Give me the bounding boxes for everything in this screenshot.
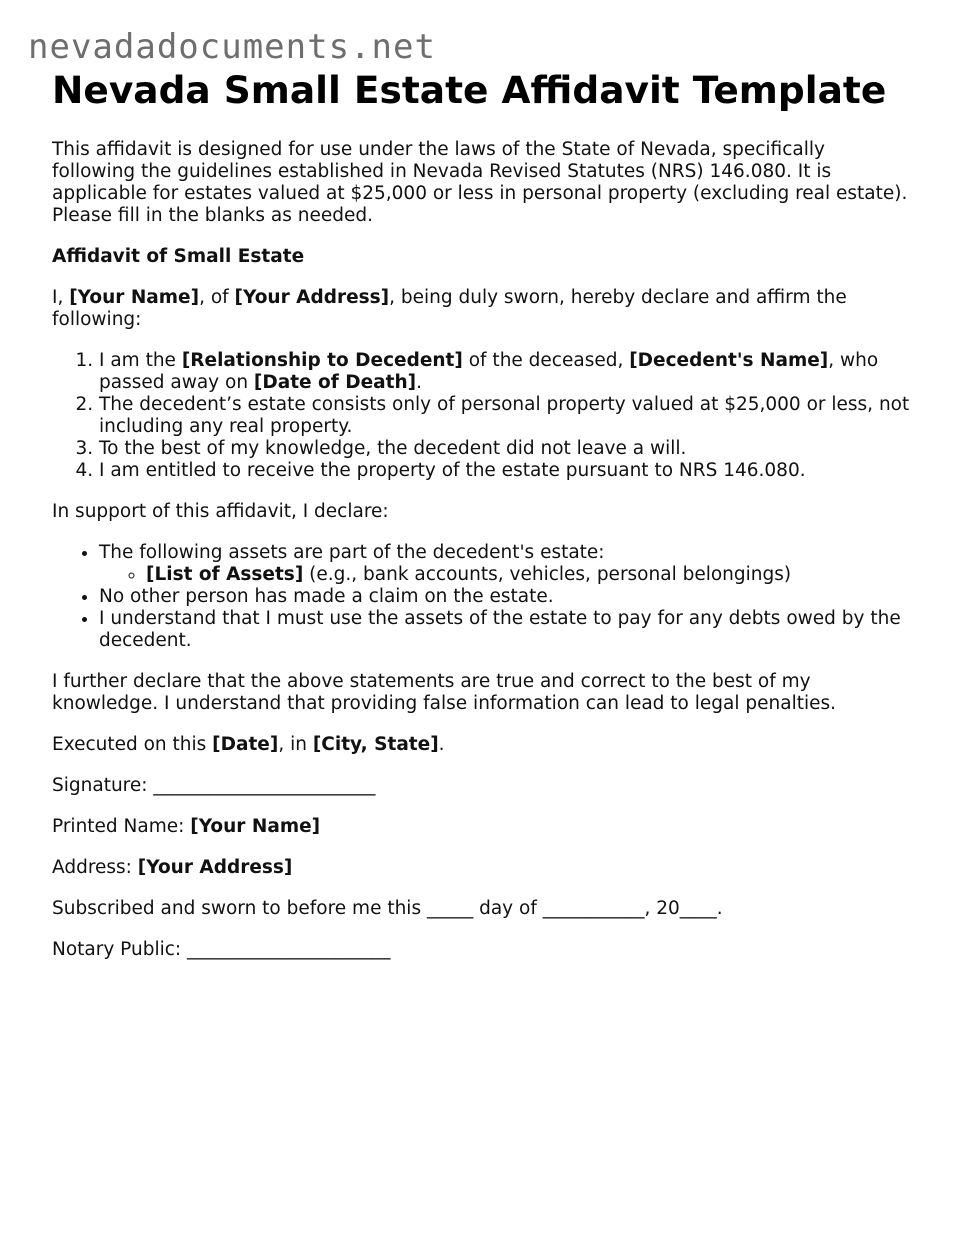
list-item: • No other person has made a claim on the estate.: [99, 586, 912, 608]
decedent-name-placeholder: [Decedent's Name]: [629, 350, 829, 371]
sub-bullet-list: [99, 564, 912, 586]
watermark-logo: nevadadocuments.net: [28, 27, 436, 67]
list-item: 4. I am entitled to receive the property of the estate pursuant to NRS 146.080.: [99, 460, 912, 482]
printed-name-line: Printed Name: [Your Name]: [52, 816, 321, 837]
relationship-placeholder: [Relationship to Decedent]: [181, 350, 463, 371]
executed-line: Executed on this [Date], in [City, State].: [52, 734, 445, 755]
list-item: ◦ [List of Assets] (e.g., bank accounts, vehicles, personal belongings): [146, 564, 912, 586]
list-item: 2. The decedent’s estate consists only of personal property valued at $25,000 or less, not including any real property.: [99, 394, 912, 438]
support-intro: In support of this affidavit, I declare:: [52, 501, 389, 522]
list-item: • The following assets are part of the decedent's estate: ◦ [List of Assets] (e.g., bank accounts, vehicles, personal belongings): [99, 542, 912, 586]
your-address-placeholder: [Your Address]: [234, 287, 390, 308]
date-of-death-placeholder: [Date of Death]: [253, 372, 417, 393]
further-declaration: I further declare that the above statements are true and correct to the best of my knowledge. I understand that providing false information can lead to legal penalties.: [52, 671, 837, 714]
list-item: • I understand that I must use the assets of the estate to pay for any debts owed by the decedent.: [99, 608, 912, 652]
list-item: 3. To the best of my knowledge, the decedent did not leave a will.: [99, 438, 912, 460]
address-line: Address: [Your Address]: [52, 857, 293, 878]
intro-paragraph: This affidavit is designed for use under the laws of the State of Nevada, specifically following the guidelines established in Nevada Revised Statutes (NRS) 146.080. It is applicable for estates valued at $25,000 or less in personal property (excluding real estate). Please fill in the blanks as needed.: [52, 139, 908, 226]
your-name-placeholder: [Your Name]: [69, 287, 200, 308]
signature-line: Signature: ________________________: [52, 775, 376, 796]
section-heading: Affidavit of Small Estate: [52, 246, 305, 267]
list-item: 1. I am the [Relationship to Decedent] of the deceased, [Decedent's Name], who passed away on [Date of Death].: [99, 350, 912, 394]
sworn-line: Subscribed and sworn to before me this _____ day of ___________, 20____.: [52, 898, 723, 919]
document-body: [52, 68, 912, 961]
declaration-paragraph: I, [Your Name], of [Your Address], being duly sworn, hereby declare and affirm the following:: [52, 287, 847, 330]
date-placeholder: [Date]: [212, 734, 279, 755]
notary-line: Notary Public: ______________________: [52, 939, 391, 960]
city-state-placeholder: [City, State]: [312, 734, 439, 755]
list-of-assets-placeholder: [List of Assets]: [146, 564, 304, 585]
bullet-list: [52, 542, 912, 652]
numbered-list: [52, 350, 912, 482]
page-title: Nevada Small Estate Affidavit Template: [52, 68, 887, 112]
